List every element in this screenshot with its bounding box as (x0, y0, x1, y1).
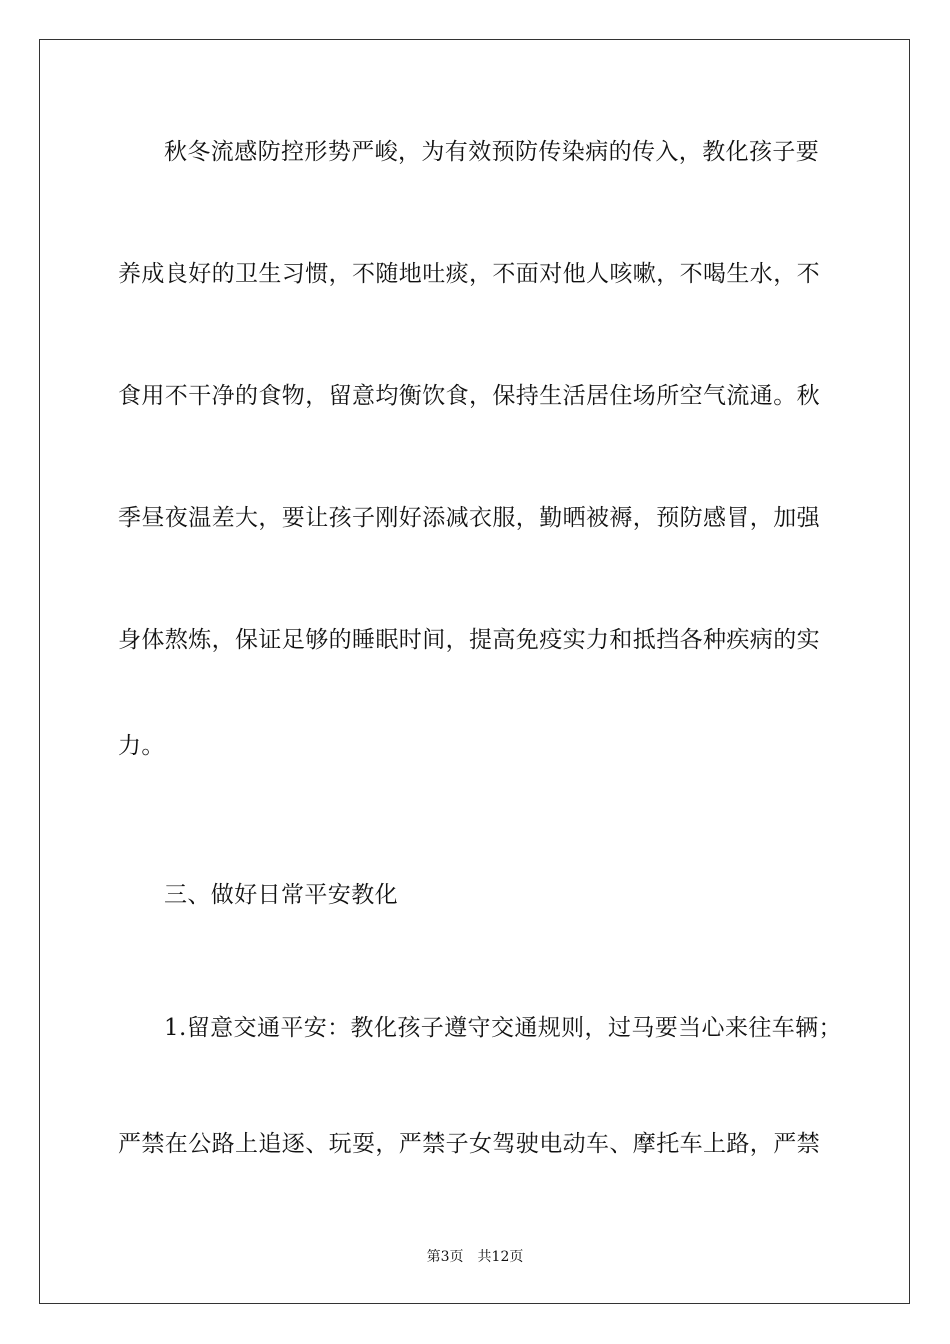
paragraph-line-4: 季昼夜温差大，要让孩子刚好添减衣服，勤晒被褥，预防感冒，加强 (118, 505, 820, 531)
paragraph-line-1: 秋冬流感防控形势严峻，为有效预防传染病的传入，教化孩子要 (164, 139, 820, 165)
paragraph-line-5: 身体熬炼，保证足够的睡眠时间，提高免疫实力和抵挡各种疾病的实 (118, 627, 820, 653)
paragraph-line-2: 养成良好的卫生习惯，不随地吐痰，不面对他人咳嗽，不喝生水，不 (118, 261, 820, 287)
list-item-line-1: 1.留意交通平安：教化孩子遵守交通规则，过马要当心来往车辆； (164, 1015, 842, 1041)
paragraph-line-3: 食用不干净的食物，留意均衡饮食，保持生活居住场所空气流通。秋 (118, 383, 820, 409)
page-number: 第3页 (426, 1249, 464, 1265)
section-heading: 三、做好日常平安教化 (164, 882, 398, 908)
list-item-line-2: 严禁在公路上追逐、玩耍，严禁子女驾驶电动车、摩托车上路，严禁 (118, 1131, 820, 1157)
page-total: 共12页 (477, 1249, 524, 1265)
page-footer (0, 1248, 950, 1266)
page-frame (39, 39, 910, 1304)
paragraph-line-6: 力。 (118, 733, 165, 759)
